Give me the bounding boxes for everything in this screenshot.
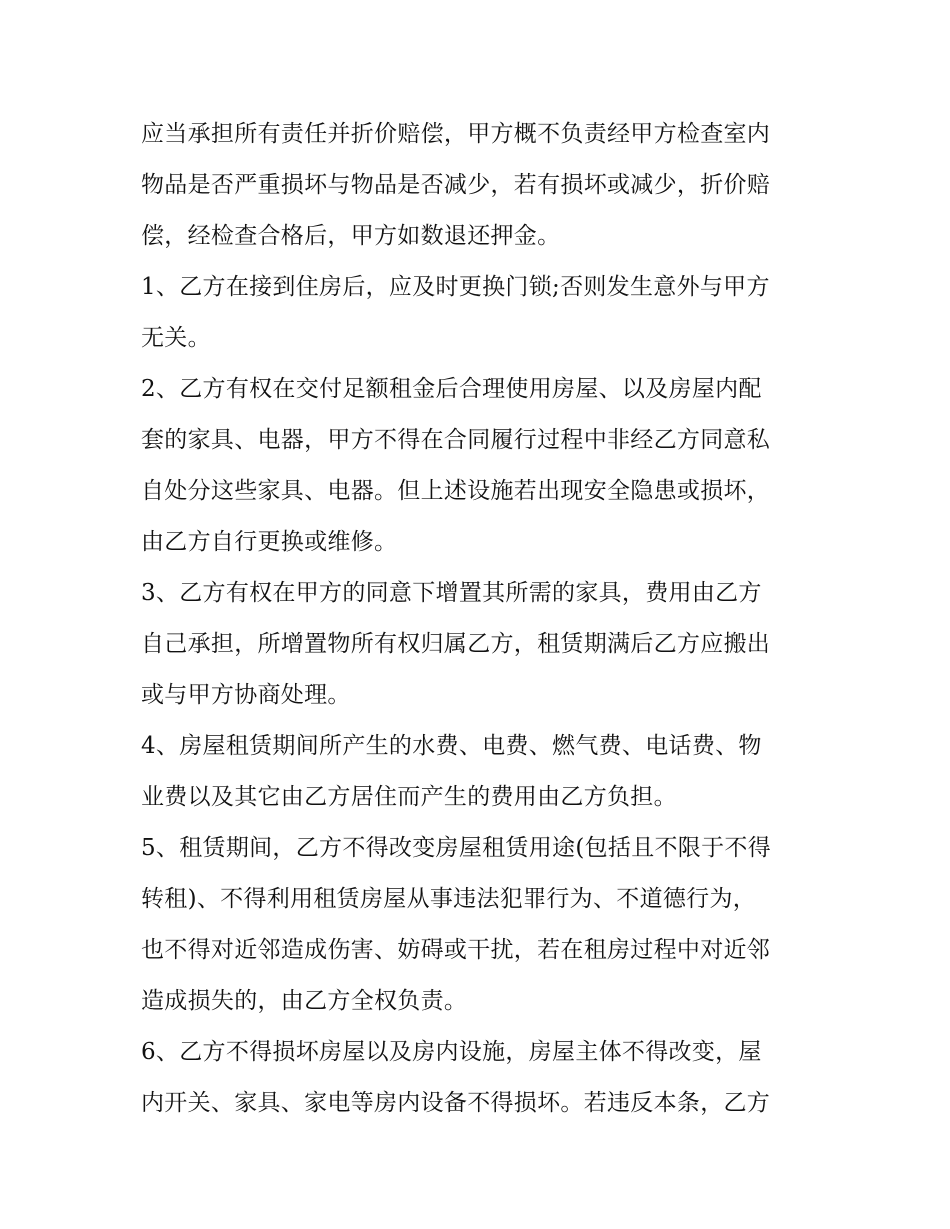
text-line: 或与甲方协商处理。 [141,682,351,708]
document-body [141,109,811,1129]
text-line: 转租)、不得利用租赁房屋从事违法犯罪行为、不道德行为， [141,886,757,912]
text-line: 3、乙方有权在甲方的同意下增置其所需的家具，费用由乙方 [141,580,762,606]
text-line: 5、租赁期间，乙方不得改变房屋租赁用途(包括且不限于不得 [141,835,772,861]
text-line: 2、乙方有权在交付足额租金后合理使用房屋、以及房屋内配 [141,376,762,402]
text-line: 套的家具、电器，甲方不得在合同履行过程中非经乙方同意私 [141,427,771,453]
text-line: 自己承担，所增置物所有权归属乙方，租赁期满后乙方应搬出 [141,631,771,657]
text-line: 自处分这些家具、电器。但上述设施若出现安全隐患或损坏， [141,478,771,504]
text-line: 造成损失的，由乙方全权负责。 [141,988,468,1014]
text-line: 偿，经检查合格后，甲方如数退还押金。 [141,223,561,249]
text-line: 也不得对近邻造成伤害、妨碍或干扰，若在租房过程中对近邻 [141,937,771,963]
text-line: 内开关、家具、家电等房内设备不得损坏。若违反本条，乙方 [141,1090,771,1116]
text-line: 物品是否严重损坏与物品是否减少，若有损坏或减少，折价赔 [141,172,771,198]
text-line: 业费以及其它由乙方居住而产生的费用由乙方负担。 [141,784,677,810]
text-line: 由乙方自行更换或维修。 [141,529,398,555]
text-line: 应当承担所有责任并折价赔偿，甲方概不负责经甲方检查室内 [141,121,771,147]
text-line: 无关。 [141,325,211,351]
text-line: 6、乙方不得损坏房屋以及房内设施，房屋主体不得改变，屋 [141,1039,762,1065]
text-line: 1、乙方在接到住房后，应及时更换门锁;否则发生意外与甲方 [141,274,770,300]
text-line: 4、房屋租赁期间所产生的水费、电费、燃气费、电话费、物 [141,733,762,759]
